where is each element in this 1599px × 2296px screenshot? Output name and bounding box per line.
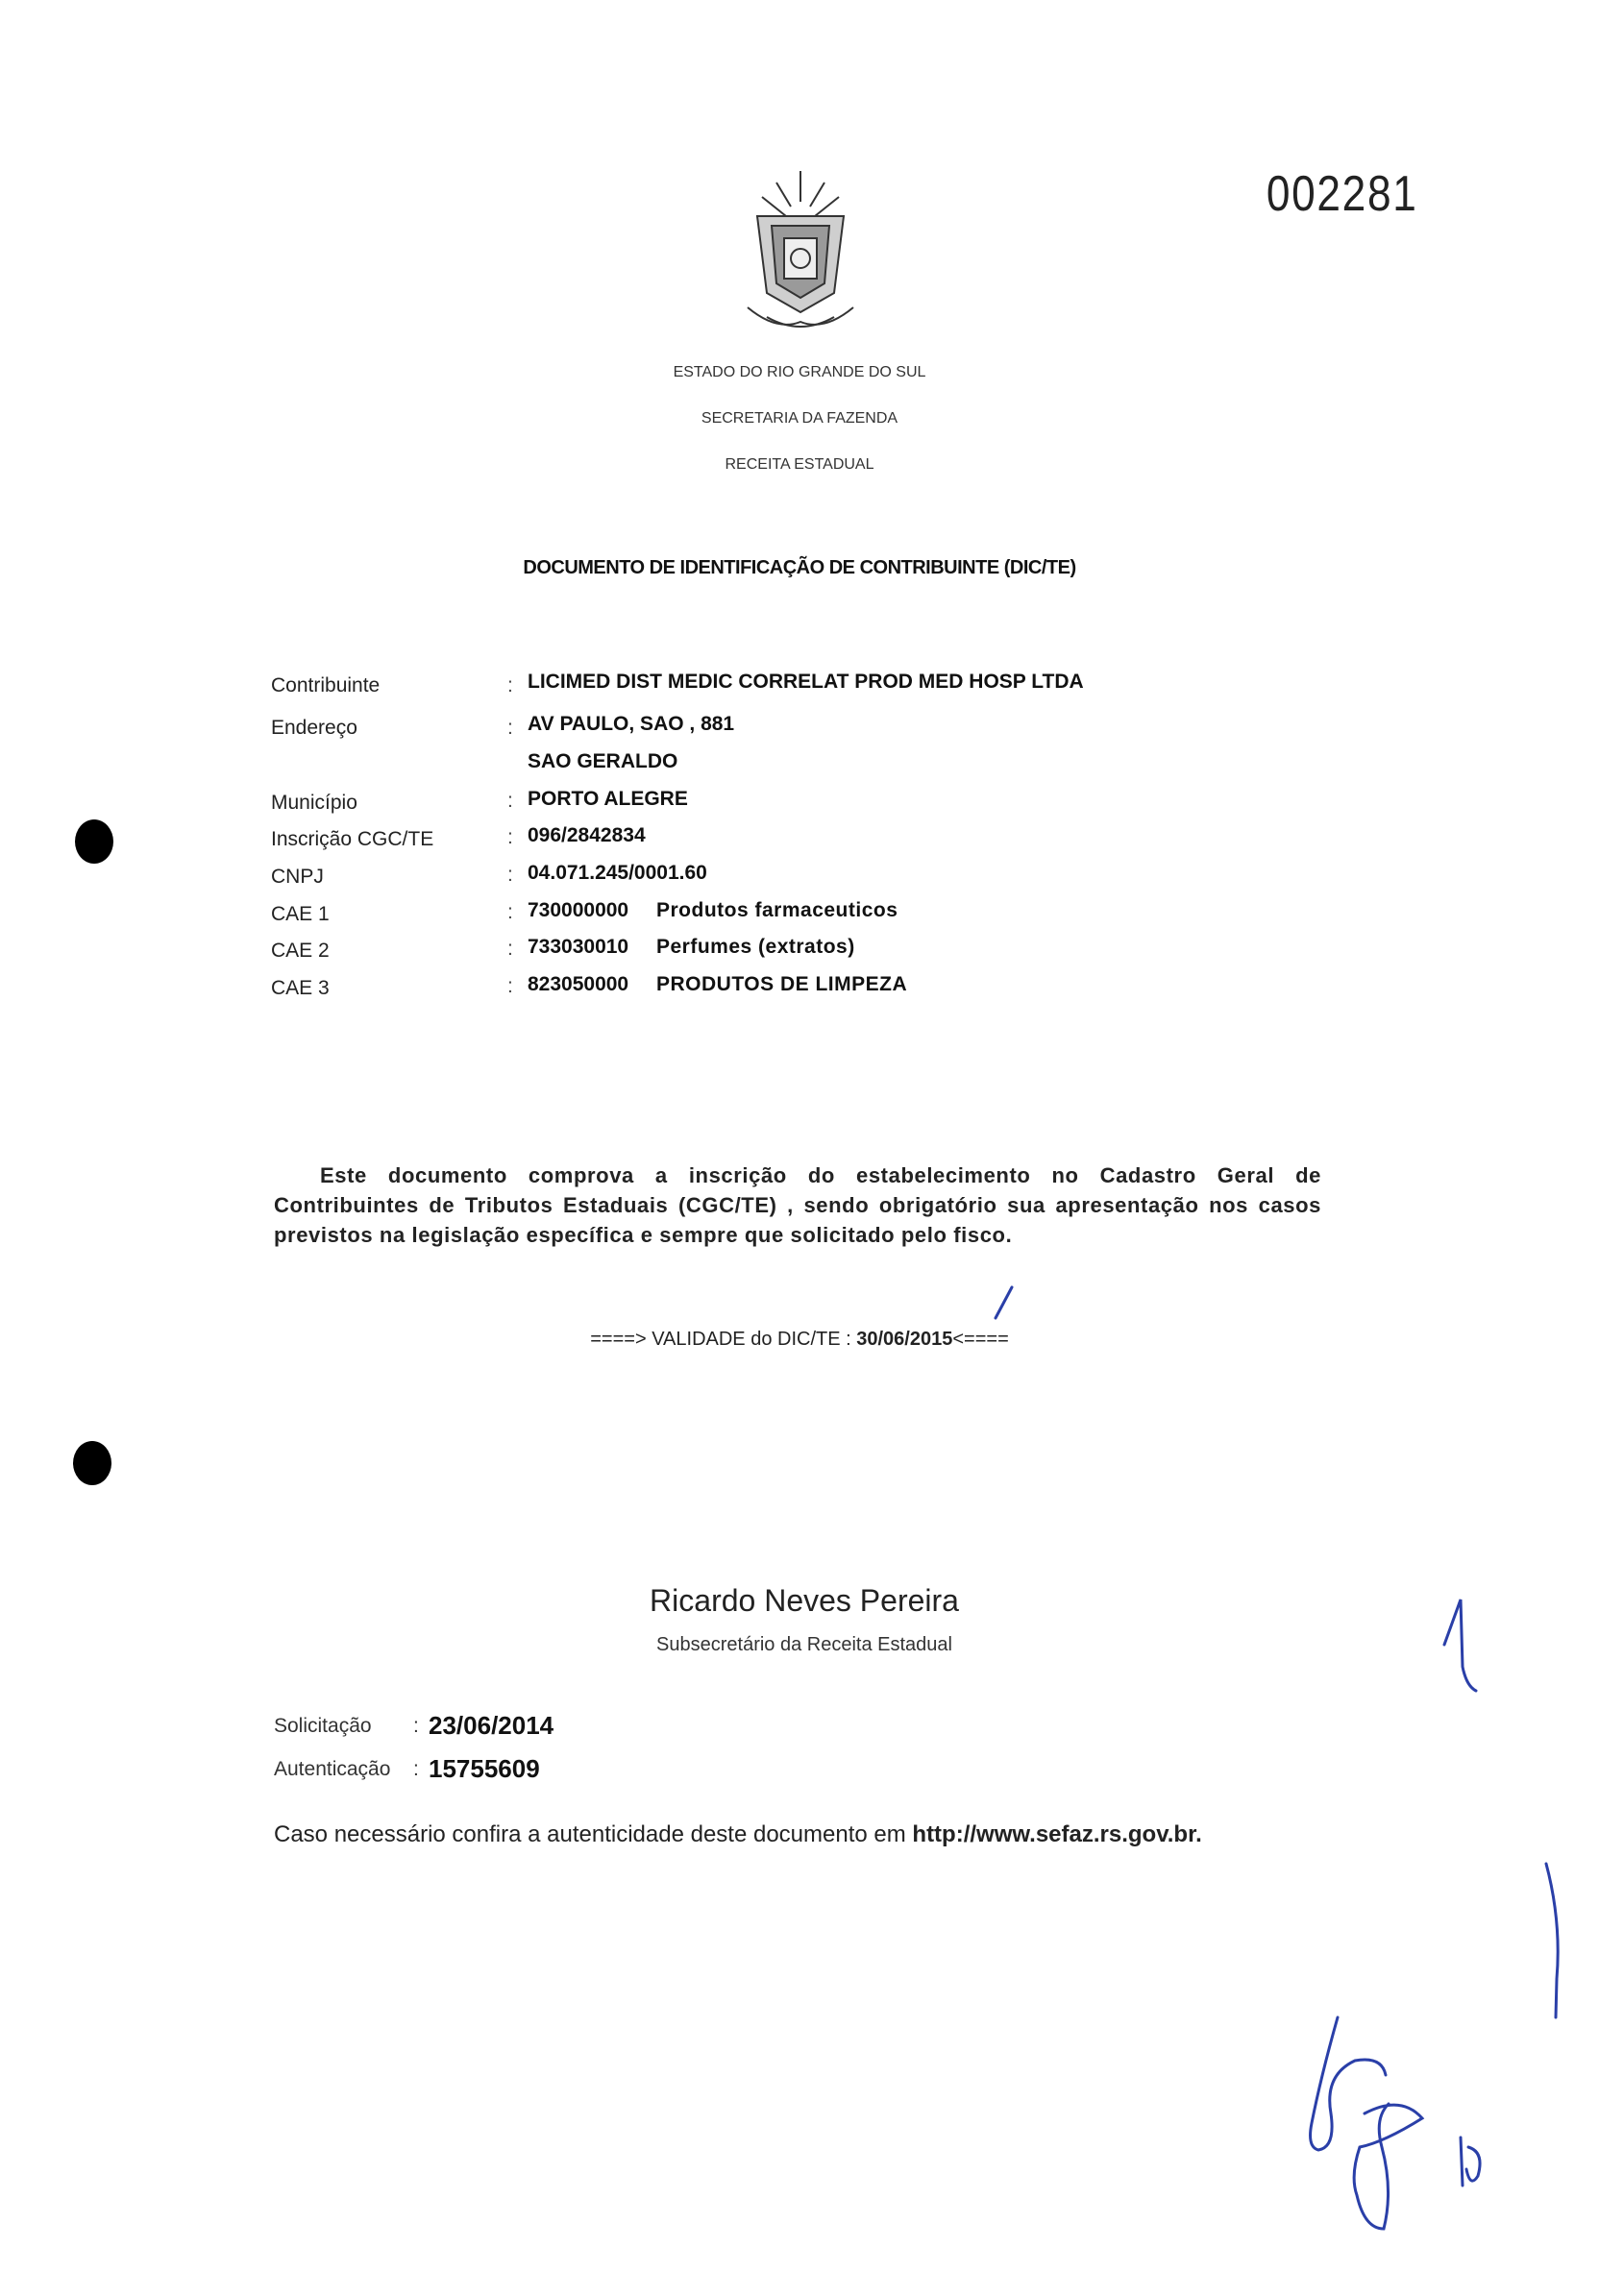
municipio-label: Município — [271, 792, 357, 814]
punch-hole — [75, 819, 113, 864]
cae2-description: Perfumes (extratos) — [656, 936, 855, 958]
secretariat-name: SECRETARIA DA FAZENDA — [701, 410, 898, 427]
cae3-value — [528, 973, 907, 996]
pen-tick-mark — [996, 1287, 1012, 1318]
cnpj-label: CNPJ — [271, 866, 324, 888]
meta-colon: : — [413, 1758, 419, 1780]
inscricao-value: 096/2842834 — [528, 824, 646, 846]
handwritten-signature — [1311, 2017, 1422, 2229]
validity-suffix: <==== — [952, 1329, 1009, 1350]
registration-statement: Este documento comprova a inscrição do estabelecimento no Cadastro Geral de Contribuintes de Tributos Estaduais (CGC/TE) , sendo obrigatório sua apresentação nos casos previstos na legislação específica e sempre que solicitado pelo fisco. — [274, 1163, 1321, 1247]
signer-name: Ricardo Neves Pereira — [650, 1583, 959, 1618]
field-colon: : — [507, 790, 513, 812]
cae1-code: 730000000 — [528, 899, 629, 921]
field-colon: : — [507, 901, 513, 923]
endereco-label: Endereço — [271, 717, 357, 739]
cae3-label: CAE 3 — [271, 977, 330, 999]
authenticity-url[interactable]: http://www.sefaz.rs.gov.br. — [912, 1821, 1202, 1847]
municipio-value: PORTO ALEGRE — [528, 788, 688, 810]
field-colon: : — [507, 674, 513, 696]
cnpj-value: 04.071.245/0001.60 — [528, 862, 707, 884]
cae2-label: CAE 2 — [271, 940, 330, 962]
cae3-description: PRODUTOS DE LIMPEZA — [656, 973, 908, 995]
state-name: ESTADO DO RIO GRANDE DO SUL — [673, 364, 926, 380]
autenticacao-value: 15755609 — [429, 1754, 540, 1783]
validity-prefix: ====> VALIDADE do DIC/TE : — [590, 1329, 857, 1350]
cae3-code: 823050000 — [528, 973, 629, 995]
agency-name: RECEITA ESTADUAL — [725, 456, 874, 473]
document-title: DOCUMENTO DE IDENTIFICAÇÃO DE CONTRIBUINTE (DIC/TE) — [523, 557, 1076, 578]
validity-date: 30/06/2015 — [856, 1329, 953, 1350]
field-colon: : — [507, 826, 513, 848]
punch-hole — [73, 1441, 111, 1485]
authenticity-note — [274, 1821, 1202, 1848]
validity-line — [0, 1329, 1599, 1351]
pen-margin-line — [1546, 1864, 1558, 2017]
field-colon: : — [507, 717, 513, 739]
endereco-value: AV PAULO, SAO , 881 — [528, 713, 735, 735]
cae1-description: Produtos farmaceuticos — [656, 899, 898, 921]
cae2-value — [528, 936, 855, 959]
field-colon: : — [507, 864, 513, 886]
contribuinte-label: Contribuinte — [271, 674, 381, 696]
solicitacao-label: Solicitação — [274, 1715, 372, 1737]
field-colon: : — [507, 938, 513, 960]
field-colon: : — [507, 975, 513, 997]
contribuinte-value: LICIMED DIST MEDIC CORRELAT PROD MED HOSP LTDA — [528, 671, 1084, 693]
document-number: 002281 — [1267, 166, 1418, 222]
endereco-value-line2: SAO GERALDO — [528, 750, 678, 772]
coat-of-arms-icon — [738, 163, 863, 336]
cae2-code: 733030010 — [528, 936, 629, 958]
autenticacao-label: Autenticação — [274, 1758, 391, 1780]
solicitacao-value: 23/06/2014 — [429, 1711, 554, 1740]
inscricao-label: Inscrição CGC/TE — [271, 828, 434, 850]
cae1-label: CAE 1 — [271, 903, 330, 925]
meta-colon: : — [413, 1715, 419, 1737]
signer-role: Subsecretário da Receita Estadual — [656, 1634, 952, 1655]
handwritten-initials — [1461, 2137, 1480, 2186]
cae1-value — [528, 899, 898, 922]
authenticity-text: Caso necessário confira a autenticidade deste documento em — [274, 1821, 913, 1847]
